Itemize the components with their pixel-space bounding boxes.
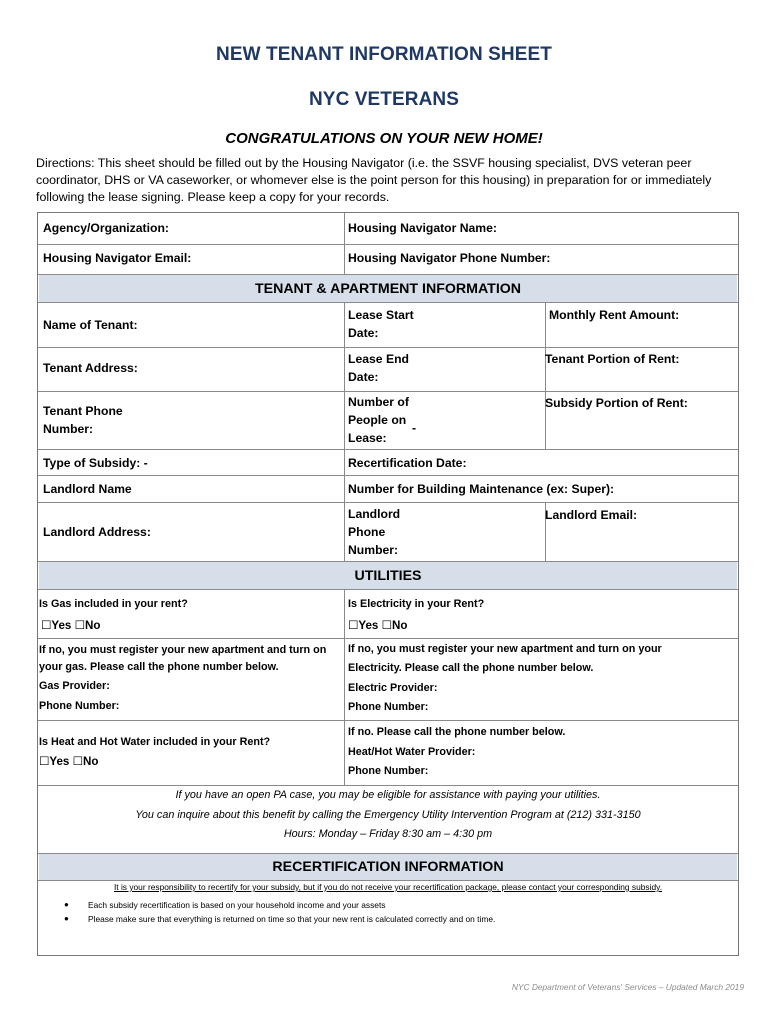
bullet-icon: ●: [64, 914, 69, 923]
recertification-date-label: Recertification Date:: [348, 456, 467, 470]
pa-assistance-notice-line1: If you have an open PA case, you may be eligible for assistance with paying your utilities.: [175, 789, 601, 801]
lease-end-label-line2: Date:: [348, 370, 379, 384]
gas-register-notice-line2: your gas. Please call the phone number below.: [39, 661, 279, 673]
landlord-name-label: Landlord Name: [43, 482, 132, 496]
pa-assistance-hours: Hours: Monday – Friday 8:30 am – 4:30 pm: [283, 828, 493, 840]
electricity-included-question: Is Electricity in your Rent?: [348, 598, 485, 610]
people-on-lease-value: -: [412, 421, 417, 435]
gas-phone-label: Phone Number:: [39, 700, 120, 712]
lease-end-label-line1: Lease End: [348, 352, 409, 366]
electric-phone-label: Phone Number:: [348, 701, 429, 713]
people-on-lease-label-line1: Number of: [348, 395, 409, 409]
tenant-section-heading: TENANT & APARTMENT INFORMATION: [39, 275, 737, 302]
landlord-phone-label-line3: Number:: [348, 543, 399, 557]
landlord-phone-label-line1: Landlord: [348, 507, 401, 521]
lease-start-label-line1: Lease Start: [348, 308, 414, 322]
tenant-name-label: Name of Tenant:: [43, 318, 138, 332]
heat-yes-no-checkboxes[interactable]: ☐Yes ☐No: [39, 755, 99, 768]
gas-included-question: Is Gas included in your rent?: [39, 598, 188, 610]
electric-provider-label: Electric Provider:: [348, 682, 438, 694]
navigator-phone-label: Housing Navigator Phone Number:: [348, 251, 551, 265]
navigator-email-label: Housing Navigator Email:: [43, 251, 192, 265]
gas-register-notice-line1: If no, you must register your new apartment and turn on: [39, 644, 327, 656]
page-subtitle: NYC VETERANS: [308, 89, 460, 110]
page-title: NEW TENANT INFORMATION SHEET: [216, 44, 552, 65]
people-on-lease-label-line3: Lease:: [348, 431, 387, 445]
tenant-phone-label-line1: Tenant Phone: [43, 404, 123, 418]
tenant-portion-label: Tenant Portion of Rent:: [545, 352, 680, 366]
heat-call-notice: If no. Please call the phone number below.: [348, 726, 566, 738]
agency-label: Agency/Organization:: [43, 221, 169, 235]
congratulations-heading: CONGRATULATIONS ON YOUR NEW HOME!: [225, 130, 543, 147]
subsidy-type-label: Type of Subsidy: -: [43, 456, 148, 470]
heat-included-question: Is Heat and Hot Water included in your Rent?: [39, 736, 271, 748]
tenant-phone-label-line2: Number:: [43, 422, 94, 436]
bullet-icon: ●: [64, 900, 69, 909]
electricity-register-notice-line1: If no, you must register your new apartment and turn on your: [348, 643, 662, 655]
electricity-register-notice-line2: Electricity. Please call the phone number below.: [348, 662, 594, 674]
lease-start-label-line2: Date:: [348, 326, 379, 340]
electricity-yes-no-checkboxes[interactable]: ☐Yes ☐No: [348, 619, 408, 632]
heat-provider-label: Heat/Hot Water Provider:: [348, 746, 476, 758]
monthly-rent-label: Monthly Rent Amount:: [549, 308, 680, 322]
subsidy-portion-label: Subsidy Portion of Rent:: [545, 396, 688, 410]
gas-provider-label: Gas Provider:: [39, 680, 110, 692]
landlord-address-label: Landlord Address:: [43, 525, 151, 539]
utilities-section-heading: UTILITIES: [39, 562, 737, 589]
information-table: [37, 212, 739, 956]
landlord-phone-label-line2: Phone: [348, 525, 386, 539]
recertification-bullet-2: Please make sure that everything is returned on time so that your new rent is calculated correctly and on time.: [88, 914, 496, 924]
building-maintenance-label: Number for Building Maintenance (ex: Super):: [348, 482, 615, 496]
navigator-name-label: Housing Navigator Name:: [348, 221, 497, 235]
landlord-email-label: Landlord Email:: [545, 508, 638, 522]
directions-text: Directions: This sheet should be filled out by the Housing Navigator (i.e. the SSVF housing specialist, DVS veteran peer coordinator, DHS or VA caseworker, or whomever else is the point person for this housing) in preparation for or immediately following the lease signing. Please keep a copy for your records.: [36, 156, 712, 204]
recertification-section-heading: RECERTIFICATION INFORMATION: [39, 854, 737, 880]
gas-yes-no-checkboxes[interactable]: ☐Yes ☐No: [41, 619, 101, 632]
pa-assistance-notice-line2: You can inquire about this benefit by calling the Emergency Utility Intervention Program at (212) 331-3150: [135, 809, 641, 821]
recertification-responsibility-notice: It is your responsibility to recertify for your subsidy, but if you do not receive your recertification package, please contact your corresponding subsidy.: [113, 882, 663, 892]
tenant-address-label: Tenant Address:: [43, 361, 138, 375]
heat-phone-label: Phone Number:: [348, 765, 429, 777]
page-footer: NYC Department of Veterans' Services – Updated March 2019: [511, 982, 744, 992]
recertification-bullet-1: Each subsidy recertification is based on your household income and your assets: [88, 900, 386, 910]
people-on-lease-label-line2: People on: [348, 413, 407, 427]
